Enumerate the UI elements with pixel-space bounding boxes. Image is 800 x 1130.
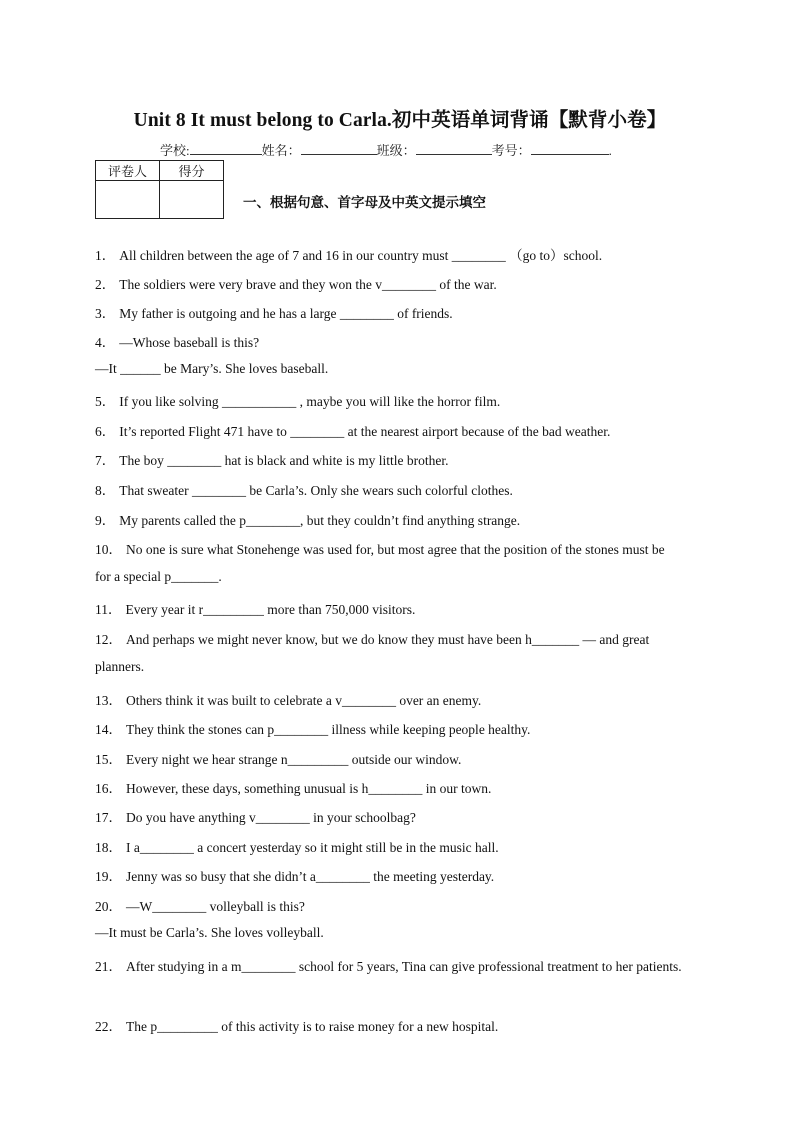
question: [95, 865, 494, 885]
question-text: Jenny was so busy that she didn’t a________ the meeting yesterday.: [126, 869, 495, 884]
question: [95, 302, 453, 322]
question: [95, 836, 499, 856]
question: [95, 331, 259, 351]
grader-header: 评卷人: [96, 161, 160, 181]
question-text: My father is outgoing and he has a large ________ of friends.: [119, 306, 453, 321]
question-text: No one is sure what Stonehenge was used for, but most agree that the position of the stones must be: [126, 542, 665, 557]
question-continuation: [95, 569, 222, 585]
question: [95, 390, 500, 410]
question-text: And perhaps we might never know, but we do know they must have been h_______ — and great: [126, 632, 650, 647]
question-text: However, these days, something unusual is h________ in our town.: [126, 781, 492, 796]
question-number: 11．: [95, 602, 122, 617]
question: [95, 806, 416, 826]
question-text: The soldiers were very brave and they won the v________ of the war.: [119, 277, 497, 292]
class-blank[interactable]: [416, 142, 492, 155]
question: [95, 273, 497, 293]
question-text: All children between the age of 7 and 16 in our country must ________ （go to）school.: [119, 248, 603, 263]
question-text: —It must be Carla’s. She loves volleyball.: [95, 925, 324, 940]
question-number: 6．: [95, 424, 116, 439]
question-text: Others think it was built to celebrate a v________ over an enemy.: [126, 693, 482, 708]
question: [95, 748, 461, 768]
question-text: I a________ a concert yesterday so it might still be in the music hall.: [126, 840, 499, 855]
question-text: Every year it r_________ more than 750,000 visitors.: [125, 602, 416, 617]
question: [95, 538, 665, 558]
grader-cell[interactable]: [96, 181, 160, 219]
question-text: Every night we hear strange n_________ outside our window.: [126, 752, 462, 767]
question-number: 7．: [95, 453, 116, 468]
question: [95, 689, 481, 709]
question: [95, 244, 602, 264]
question: [95, 955, 682, 975]
question-text: planners.: [95, 659, 145, 674]
question-text: —It ______ be Mary’s. She loves baseball.: [95, 361, 329, 376]
question-number: 2．: [95, 277, 116, 292]
question-text: The p_________ of this activity is to raise money for a new hospital.: [126, 1019, 499, 1034]
question-number: 14．: [95, 722, 122, 737]
question-text: After studying in a m________ school for 5 years, Tina can give professional treatment to her patients.: [126, 959, 682, 974]
question: [95, 1015, 498, 1035]
question-number: 22．: [95, 1019, 122, 1034]
question: [95, 777, 491, 797]
question-number: 8．: [95, 483, 116, 498]
question-number: 9．: [95, 513, 116, 528]
question: [95, 598, 415, 618]
number-blank[interactable]: [531, 142, 609, 155]
student-info-line: [160, 140, 612, 159]
question-text: They think the stones can p________ illness while keeping people healthy.: [126, 722, 531, 737]
question-number: 10．: [95, 542, 122, 557]
section-title: 一、根据句意、首字母及中英文提示填空: [243, 195, 486, 210]
question-text: The boy ________ hat is black and white is my little brother.: [119, 453, 449, 468]
name-label: 姓名：: [261, 143, 301, 158]
question: [95, 718, 530, 738]
question-number: 15．: [95, 752, 122, 767]
score-header: 得分: [160, 161, 224, 181]
question: [95, 895, 305, 915]
question-number: 21．: [95, 959, 122, 974]
question-continuation: [95, 925, 324, 941]
question-number: 13．: [95, 693, 122, 708]
question: [95, 420, 610, 440]
question-number: 17．: [95, 810, 122, 825]
question-continuation: [95, 361, 328, 377]
question-text: My parents called the p________, but they couldn’t find anything strange.: [119, 513, 521, 528]
question: [95, 479, 513, 499]
page-title: [0, 104, 800, 132]
question: [95, 509, 520, 529]
question-number: 4．: [95, 335, 116, 350]
info-end: .: [608, 143, 612, 158]
number-label: 考号：: [491, 143, 531, 158]
question-text: for a special p_______.: [95, 569, 222, 584]
score-table: [95, 160, 224, 219]
question-text: That sweater ________ be Carla’s. Only she wears such colorful clothes.: [119, 483, 513, 498]
question-number: 12．: [95, 632, 122, 647]
question-number: 1．: [95, 248, 116, 263]
question-text: It’s reported Flight 471 have to ________ at the nearest airport because of the bad weather.: [119, 424, 611, 439]
question-text: —W________ volleyball is this?: [126, 899, 305, 914]
school-blank[interactable]: [190, 142, 262, 155]
question-text: —Whose baseball is this?: [119, 335, 260, 350]
question: [95, 628, 649, 648]
name-blank[interactable]: [301, 142, 377, 155]
question-continuation: [95, 659, 144, 675]
title-text: Unit 8 It must belong to Carla.初中英语单词背诵【默背小卷】: [133, 110, 667, 131]
score-cell[interactable]: [160, 181, 224, 219]
school-label: 学校:: [160, 143, 190, 158]
question: [95, 449, 448, 469]
question-number: 18．: [95, 840, 122, 855]
question-number: 20．: [95, 899, 122, 914]
question-text: If you like solving ___________ , maybe you will like the horror film.: [119, 394, 501, 409]
question-number: 16．: [95, 781, 122, 796]
question-number: 3．: [95, 306, 116, 321]
question-number: 5．: [95, 394, 116, 409]
class-label: 班级：: [376, 143, 416, 158]
question-text: Do you have anything v________ in your schoolbag?: [126, 810, 416, 825]
question-number: 19．: [95, 869, 122, 884]
